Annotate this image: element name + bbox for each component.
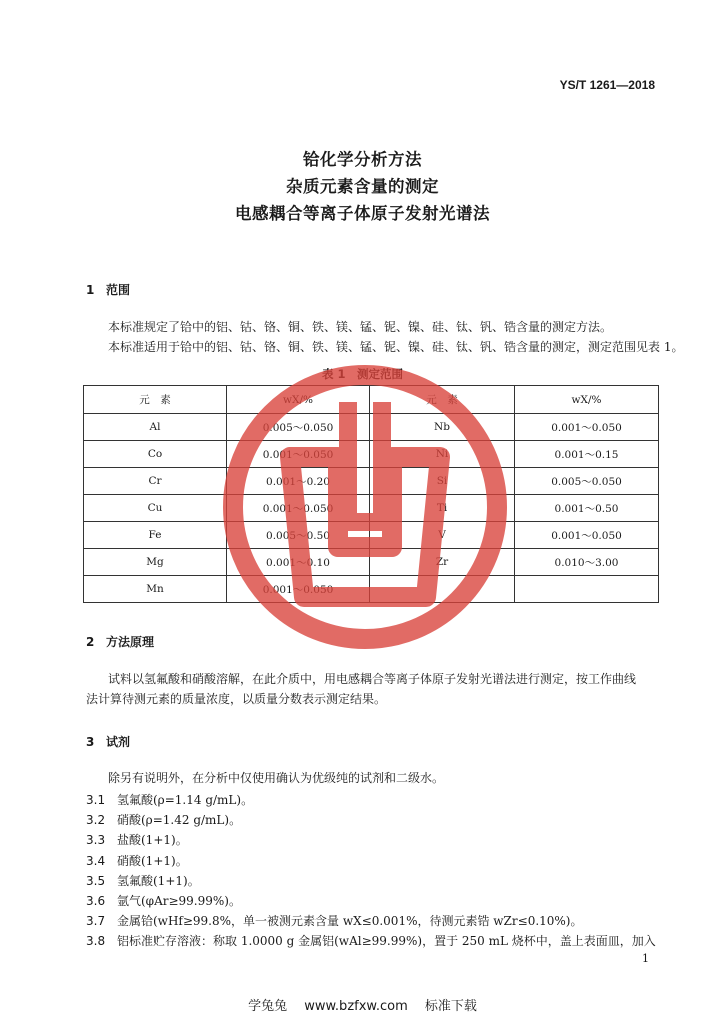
reagent-item <box>86 912 583 929</box>
section-1-heading <box>86 281 130 298</box>
section-title: 范围 <box>106 283 131 297</box>
range-cell: 0.001～0.050 <box>227 495 370 522</box>
header-wx: wX/% <box>515 386 659 414</box>
element-cell: Fe <box>84 522 227 549</box>
element-cell: Mg <box>84 549 227 576</box>
element-cell: Ti <box>370 495 515 522</box>
range-cell: 0.005～0.050 <box>515 468 659 495</box>
reagents-intro: 除另有说明外，在分析中仅使用确认为优级纯的试剂和二级水。 <box>108 771 445 785</box>
section-number: 1 <box>86 283 95 297</box>
range-cell: 0.010～3.00 <box>515 549 659 576</box>
principle-paragraph-2: 法计算待测元素的质量浓度，以质量分数表示测定结果。 <box>86 692 387 706</box>
reagent-number: 3.7 <box>86 914 106 929</box>
section-title: 方法原理 <box>106 635 155 649</box>
element-cell: Si <box>370 468 515 495</box>
reagent-item <box>86 831 188 848</box>
title-line-3: 电感耦合等离子体原子发射光谱法 <box>235 204 490 223</box>
element-cell: Zr <box>370 549 515 576</box>
range-cell: 0.005～0.050 <box>227 414 370 441</box>
reagent-item <box>86 811 241 828</box>
header-wx: wX/% <box>227 386 370 414</box>
section-2-heading <box>86 633 154 650</box>
element-cell: Ni <box>370 441 515 468</box>
range-cell: 0.001～0.050 <box>227 576 370 603</box>
element-cell: Mn <box>84 576 227 603</box>
reagent-text: 铝标准贮存溶液：称取 1.0000 g 金属铝(wAl≥99.99%)，置于 250 mL 烧杯中，盖上表面皿，加入 <box>117 934 656 949</box>
range-cell: 0.001～0.20 <box>227 468 370 495</box>
watermark-stamp-icon <box>220 362 510 652</box>
title-line-2: 杂质元素含量的测定 <box>286 177 439 196</box>
reagent-number: 3.5 <box>86 873 106 888</box>
reagent-text: 硝酸(1+1)。 <box>117 853 188 868</box>
header-element: 元 素 <box>84 386 227 414</box>
element-cell: Cu <box>84 495 227 522</box>
reagent-item <box>86 872 200 889</box>
element-cell: Cr <box>84 468 227 495</box>
title-line-1: 铪化学分析方法 <box>303 150 422 169</box>
principle-paragraph-1: 试料以氢氟酸和硝酸溶解，在此介质中，用电感耦合等离子体原子发射光谱法进行测定，按工作曲线 <box>108 672 637 686</box>
footer-text: 学兔兔 www.bzfxw.com 标准下载 <box>248 999 477 1014</box>
standard-number: YS/T 1261—2018 <box>559 78 655 92</box>
element-cell: V <box>370 522 515 549</box>
reagent-text: 金属铪(wHf≥99.8%，单一被测元素含量 wX≤0.001%，待测元素锆 wZr≤0.10%)。 <box>117 914 583 929</box>
reagent-item <box>86 791 253 808</box>
range-cell: 0.001～0.15 <box>515 441 659 468</box>
reagent-text: 盐酸(1+1)。 <box>117 833 188 848</box>
page-number: 1 <box>642 952 649 965</box>
element-cell: Al <box>84 414 227 441</box>
reagent-item <box>86 852 188 869</box>
reagent-item <box>86 892 241 909</box>
reagent-text: 氢氟酸(1+1)。 <box>117 873 200 888</box>
element-cell: Nb <box>370 414 515 441</box>
section-number: 3 <box>86 735 95 749</box>
range-cell: 0.001～0.050 <box>227 441 370 468</box>
range-cell <box>515 576 659 603</box>
scope-paragraph-1: 本标准规定了铪中的铝、钴、铬、铜、铁、镁、锰、铌、镍、硅、钛、钒、锆含量的测定方法。 <box>108 320 613 334</box>
range-cell: 0.001～0.050 <box>515 522 659 549</box>
scope-paragraph-2: 本标准适用于铪中的铝、钴、铬、铜、铁、镁、锰、铌、镍、硅、钛、钒、锆含量的测定，测定范围见表 1。 <box>108 340 684 354</box>
reagent-item <box>86 932 656 949</box>
reagent-number: 3.6 <box>86 894 106 908</box>
range-cell: 0.001～0.50 <box>515 495 659 522</box>
header-element: 元 素 <box>370 386 515 414</box>
table-caption: 表 1 测定范围 <box>321 367 403 381</box>
section-number: 2 <box>86 635 95 649</box>
reagent-text: 硝酸(ρ=1.42 g/mL)。 <box>117 813 242 828</box>
reagent-number: 3.1 <box>86 793 106 807</box>
range-cell: 0.001～0.10 <box>227 549 370 576</box>
range-cell: 0.005～0.50 <box>227 522 370 549</box>
reagent-number: 3.3 <box>86 833 106 848</box>
reagent-number: 3.2 <box>86 813 106 828</box>
element-cell: Co <box>84 441 227 468</box>
reagent-number: 3.8 <box>86 934 106 949</box>
range-cell: 0.001～0.050 <box>515 414 659 441</box>
section-title: 试剂 <box>106 735 131 749</box>
reagent-number: 3.4 <box>86 853 106 868</box>
section-3-heading <box>86 733 130 750</box>
reagent-text: 氢氟酸(ρ=1.14 g/mL)。 <box>117 793 254 807</box>
reagent-text: 氩气(φAr≥99.99%)。 <box>117 894 241 908</box>
